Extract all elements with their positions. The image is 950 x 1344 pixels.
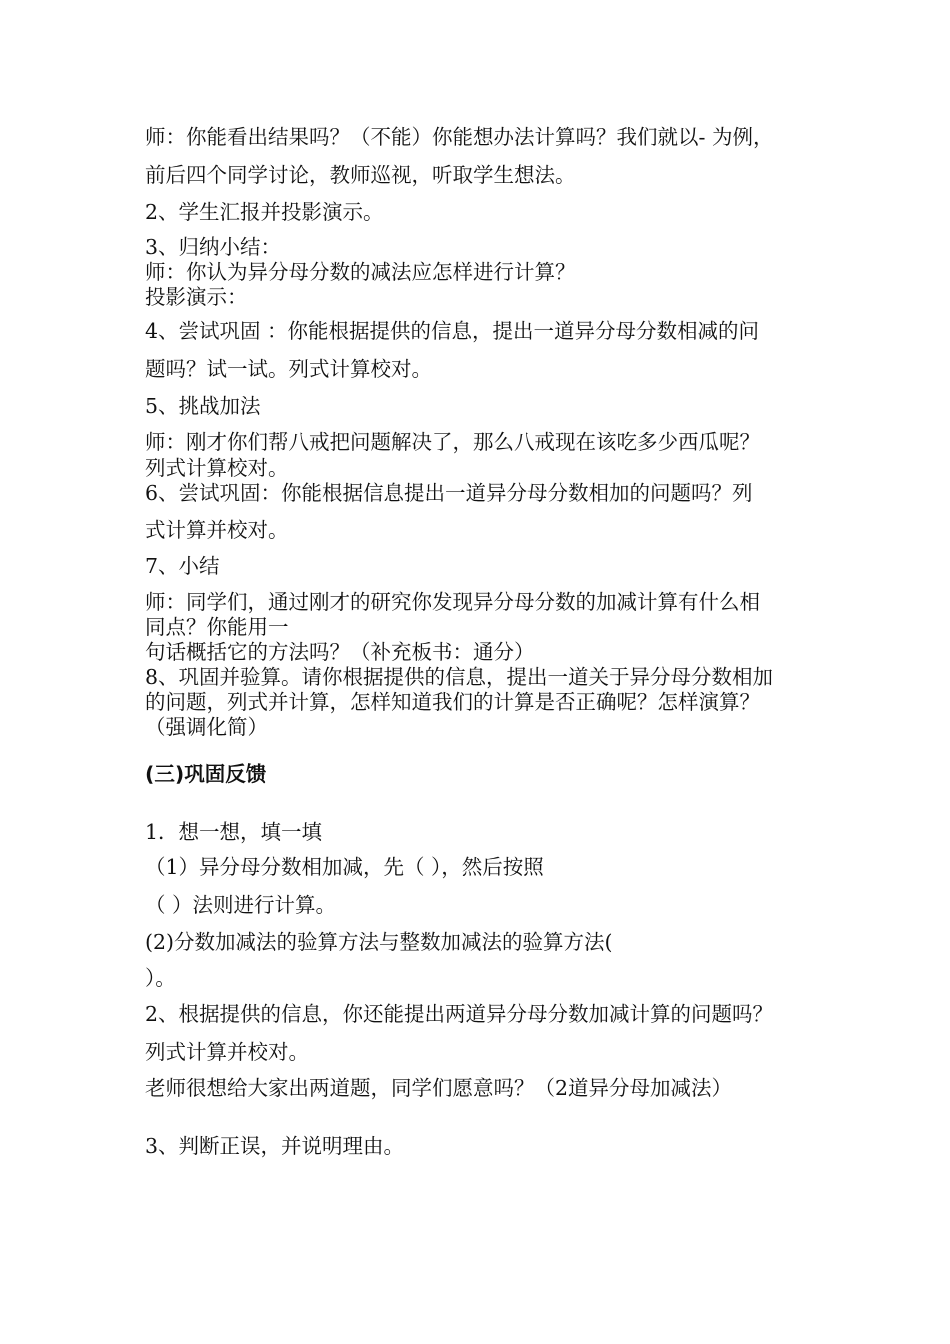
text-line: 师：你认为异分母分数的减法应怎样进行计算？ [145, 260, 576, 284]
text-line: 前后四个同学讨论，教师巡视，听取学生想法。 [145, 163, 576, 187]
text-line: 的问题，列式并计算，怎样知道我们的计算是否正确呢？怎样演算？ [145, 690, 760, 714]
text-line: 师：同学们，通过刚才的研究你发现异分母分数的加减计算有什么相 [145, 590, 760, 614]
text-line: 4、尝试巩固 ：你能根据提供的信息，提出一道异分母分数相减的问 [145, 319, 760, 343]
text-line: 题吗？试一试。列式计算校对。 [145, 357, 432, 381]
text-line: （1）异分母分数相加减，先（ ），然后按照 [145, 855, 544, 879]
text-line: 6、尝试巩固：你能根据信息提出一道异分母分数相加的问题吗？列 [145, 481, 753, 505]
text-line: 师：刚才你们帮八戒把问题解决了，那么八戒现在该吃多少西瓜呢？ [145, 430, 760, 454]
text-line: 5、挑战加法 [145, 394, 261, 418]
text-line: 8、巩固并验算。请你根据提供的信息，提出一道关于异分母分数相加 [145, 665, 774, 689]
text-line: 老师很想给大家出两道题，同学们愿意吗？（2道异分母加减法） [145, 1076, 733, 1100]
text-line: 列式计算并校对。 [145, 1040, 309, 1064]
text-line: 2、学生汇报并投影演示。 [145, 200, 384, 224]
text-line: 式计算并校对。 [145, 518, 289, 542]
section-heading: (三)巩固反馈 [145, 762, 267, 786]
text-line: 1．想一想，填一填 [145, 820, 323, 844]
text-line: 2、根据提供的信息，你还能提出两道异分母分数加减计算的问题吗？ [145, 1002, 774, 1026]
text-line: 3、判断正误，并说明理由。 [145, 1134, 405, 1158]
text-line: 3、归纳小结： [145, 235, 282, 259]
text-line: 投影演示： [145, 285, 248, 309]
text-line: 列式计算校对。 [145, 456, 289, 480]
text-line: 师：你能看出结果吗？（不能）你能想办法计算吗？我们就以- 为例， [145, 125, 774, 149]
text-line: 句话概括它的方法吗？（补充板书：通分） [145, 640, 535, 664]
text-line: 同点？你能用一 [145, 615, 289, 639]
text-line: 7、小结 [145, 554, 220, 578]
text-line: （ ）法则进行计算。 [145, 893, 337, 917]
text-line: (2)分数加减法的验算方法与整数加减法的验算方法( [145, 930, 613, 954]
text-line: ）。 [145, 966, 176, 990]
text-line: （强调化简） [145, 715, 268, 739]
